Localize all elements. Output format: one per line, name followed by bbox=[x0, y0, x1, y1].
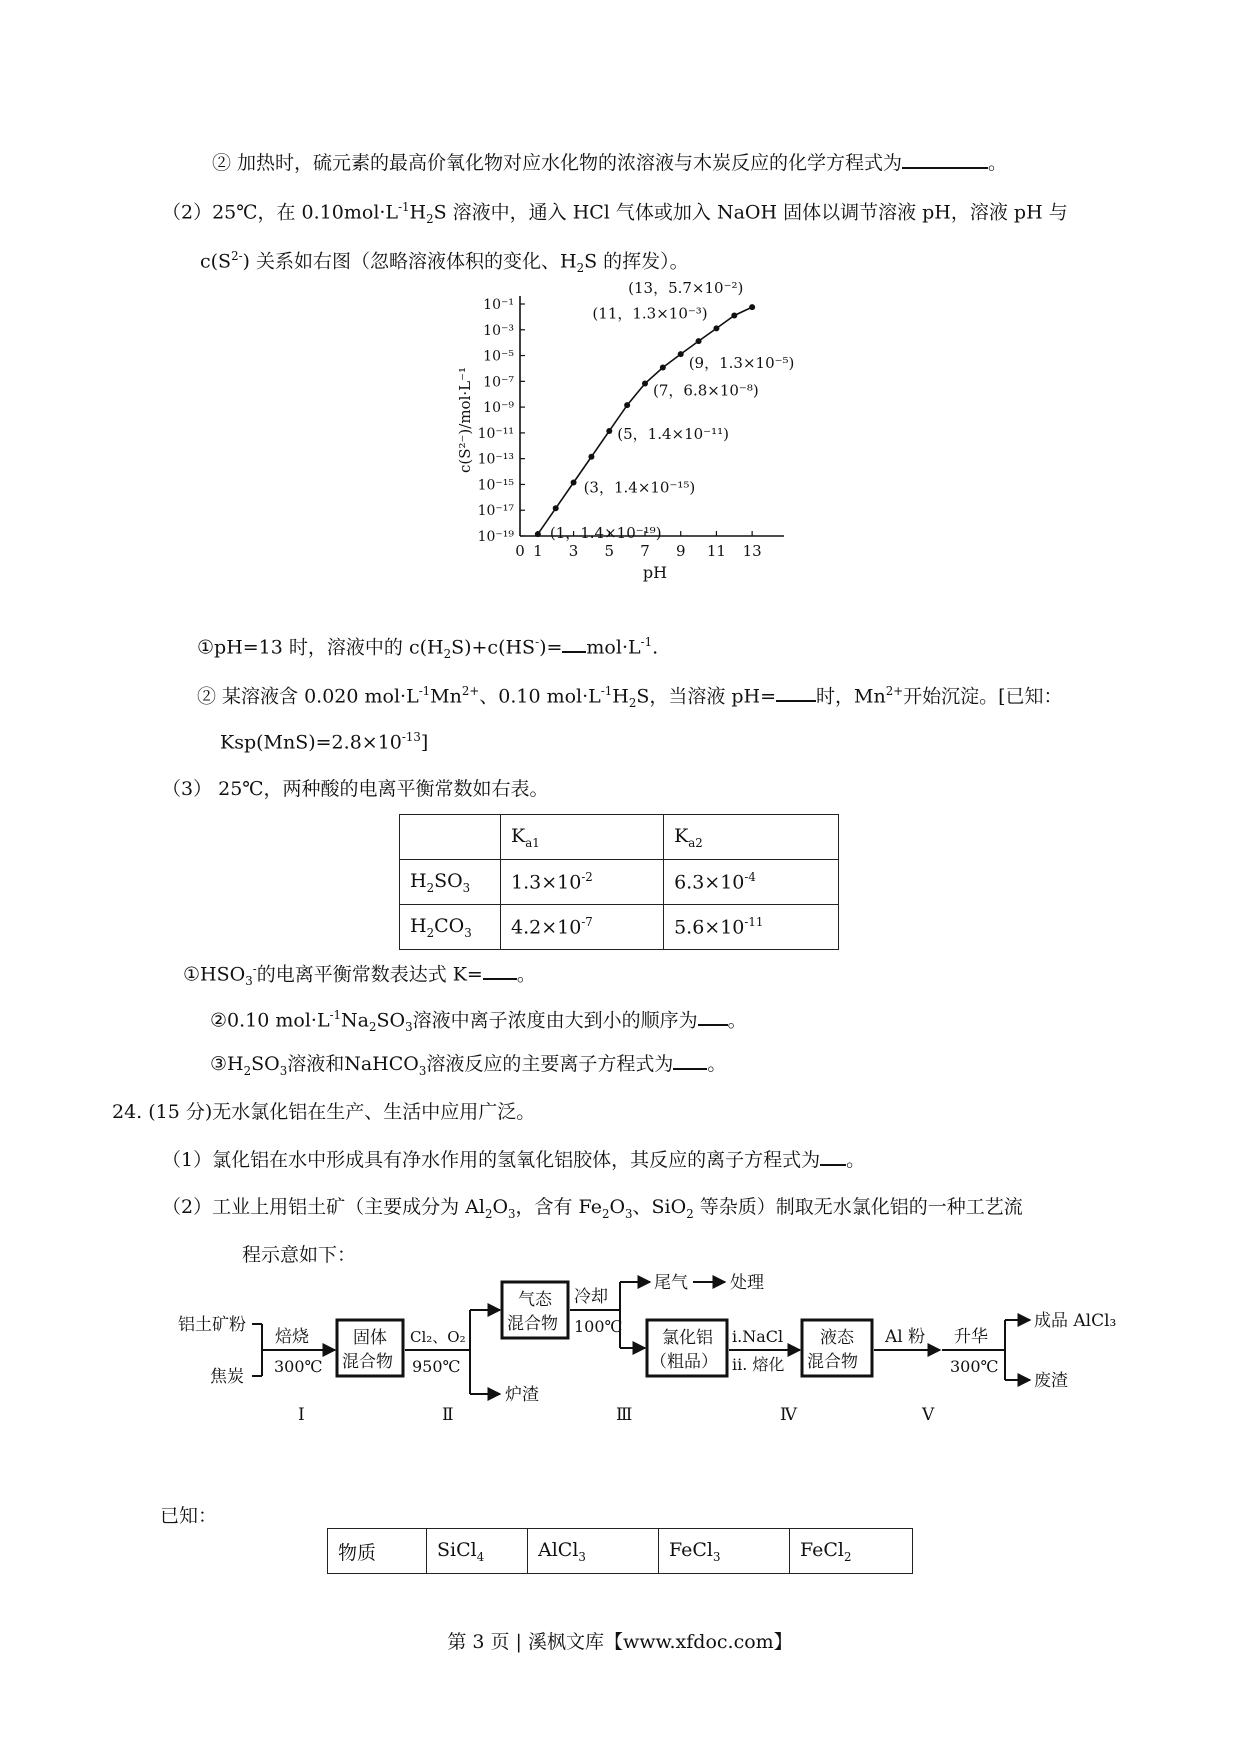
y-tick-label: 10⁻¹⁵ bbox=[477, 477, 514, 494]
x-axis-label: pH bbox=[642, 563, 668, 582]
x-tick-label: 0 bbox=[515, 542, 525, 560]
svg-text:950℃: 950℃ bbox=[412, 1357, 461, 1376]
svg-text:300℃: 300℃ bbox=[274, 1357, 323, 1376]
svg-text:混合物: 混合物 bbox=[807, 1352, 858, 1372]
chart-svg bbox=[450, 282, 890, 612]
y-axis-label: c(S²⁻)/mol·L⁻¹ bbox=[456, 366, 474, 474]
svg-text:Al 粉: Al 粉 bbox=[885, 1327, 926, 1347]
sulfide-ph-chart bbox=[450, 282, 890, 612]
data-point bbox=[696, 338, 702, 344]
flow-input-bauxite: 铝土矿粉 bbox=[178, 1315, 246, 1335]
y-tick-label: 10⁻⁵ bbox=[483, 348, 514, 365]
table-row bbox=[328, 1529, 913, 1574]
data-annotation: (3，1.4×10⁻¹⁵) bbox=[583, 478, 696, 497]
table-header: $K_{a2}$ bbox=[664, 815, 839, 860]
svg-text:300℃: 300℃ bbox=[950, 1357, 999, 1376]
question-24-title: 24. (15 分)无水氯化铝在生产、生活中应用广泛。 bbox=[112, 1101, 536, 1123]
x-tick-label: 1 bbox=[533, 542, 543, 560]
data-point bbox=[588, 454, 594, 460]
series-line bbox=[538, 307, 752, 534]
data-point bbox=[713, 325, 719, 331]
substance-table bbox=[327, 1528, 913, 1574]
svg-text:混合物: 混合物 bbox=[342, 1352, 393, 1372]
page-footer: 第 3 页 | 溪枫文库【www.xfdoc.com】 bbox=[447, 1631, 793, 1653]
data-point bbox=[535, 531, 541, 537]
data-point bbox=[606, 428, 612, 434]
svg-text:氯化铝: 氯化铝 bbox=[662, 1328, 713, 1348]
table-cell: 物质 bbox=[328, 1529, 427, 1574]
known-label: 已知： bbox=[160, 1505, 218, 1527]
table-row bbox=[400, 860, 839, 905]
ksp-line: $Ksp(MnS)=2.8\times 10^{-13}$] bbox=[220, 730, 429, 754]
y-tick-label: 10⁻⁹ bbox=[483, 400, 514, 417]
question-24-part-2-line-2: 程示意如下： bbox=[242, 1244, 357, 1266]
part-3-sub-3: $③H_2SO_3$溶液和NaHCO$_3$溶液反应的主要离子方程式为 。 bbox=[210, 1053, 727, 1078]
part-3-label: （3） 25℃，两种酸的电离平衡常数如右表。 bbox=[162, 778, 549, 800]
answer-blank[interactable] bbox=[483, 978, 517, 980]
flow-stage-3: Ⅲ bbox=[616, 1405, 633, 1425]
y-tick-label: 10⁻¹⁹ bbox=[477, 529, 514, 545]
table-row bbox=[400, 905, 839, 950]
x-tick-label: 3 bbox=[568, 542, 579, 560]
data-annotation: (7，6.8×10⁻⁸) bbox=[653, 381, 759, 400]
table-cell: $4.2\times 10^{-7}$ bbox=[501, 905, 664, 950]
x-tick-label: 13 bbox=[742, 542, 762, 560]
data-point bbox=[624, 402, 630, 408]
data-annotation: (1，1.4×10⁻¹⁹) bbox=[549, 524, 662, 543]
svg-text:混合物: 混合物 bbox=[507, 1314, 558, 1334]
ka-table bbox=[399, 814, 839, 950]
x-tick-label: 9 bbox=[675, 542, 686, 560]
answer-blank[interactable] bbox=[776, 700, 816, 702]
answer-blank[interactable] bbox=[673, 1068, 707, 1070]
table-cell: $H_2SO_3$ bbox=[400, 860, 501, 905]
svg-text:ii. 熔化: ii. 熔化 bbox=[732, 1355, 785, 1374]
svg-text:冷却: 冷却 bbox=[574, 1287, 608, 1307]
y-tick-label: 10⁻¹³ bbox=[477, 451, 514, 468]
svg-text:（粗品）: （粗品） bbox=[650, 1352, 718, 1372]
data-annotation: (13，5.7×10⁻²) bbox=[628, 282, 744, 298]
svg-text:升华: 升华 bbox=[954, 1327, 988, 1347]
part-3-sub-2: ②0.10 $mol\cdot L^{-1}Na_2SO_3$溶液中离子浓度由大到小的顺序为 。 bbox=[210, 1008, 747, 1035]
table-cell: SiCl$_4$ bbox=[427, 1529, 528, 1574]
sub-question-1: ①pH=13 时，溶液中的 $c(H_2S)+c(HS^-)= mol\cdot L^{-1}$. bbox=[197, 635, 659, 662]
data-annotation: (5，1.4×10⁻¹¹) bbox=[617, 424, 729, 443]
flow-slag: 炉渣 bbox=[505, 1385, 539, 1405]
svg-text:i.NaCl: i.NaCl bbox=[732, 1327, 784, 1346]
table-cell: $6.3\times 10^{-4}$ bbox=[664, 860, 839, 905]
y-tick-label: 10⁻¹⁷ bbox=[477, 503, 514, 520]
table-cell: $1.3\times 10^{-2}$ bbox=[501, 860, 664, 905]
answer-blank[interactable] bbox=[820, 1164, 846, 1166]
x-tick-label: 11 bbox=[706, 542, 726, 560]
data-point bbox=[660, 365, 666, 371]
data-point bbox=[553, 505, 559, 511]
answer-blank[interactable] bbox=[902, 167, 988, 169]
data-annotation: (11，1.3×10⁻³) bbox=[592, 304, 708, 323]
table-cell: $5.6\times 10^{-11}$ bbox=[664, 905, 839, 950]
answer-blank[interactable] bbox=[562, 651, 586, 653]
answer-blank[interactable] bbox=[698, 1024, 728, 1026]
data-point bbox=[642, 381, 648, 387]
table-cell: AlCl$_3$ bbox=[528, 1529, 659, 1574]
flow-tail-gas: 尾气 bbox=[654, 1273, 688, 1293]
svg-text:100℃: 100℃ bbox=[574, 1317, 623, 1336]
sub-question-2: ② 某溶液含 0.020 $mol\cdot L^{-1}Mn^{2+}$、0.10 $mol\cdot L^{-1}H_2S$，当溶液 pH= 时，$Mn^{2+}$开始沉淀。[已知： bbox=[197, 684, 1063, 711]
table-cell: FeCl$_2$ bbox=[790, 1529, 913, 1574]
data-point bbox=[731, 312, 737, 318]
data-point bbox=[678, 351, 684, 357]
data-point bbox=[749, 304, 755, 310]
flow-treatment: 处理 bbox=[730, 1273, 764, 1293]
question-24-part-1: （1）氯化铝在水中形成具有净水作用的氢氧化铝胶体，其反应的离子方程式为 。 bbox=[162, 1149, 866, 1171]
y-tick-label: 10⁻¹¹ bbox=[477, 425, 514, 442]
x-tick-label: 7 bbox=[640, 542, 650, 560]
flow-stage-2: Ⅱ bbox=[442, 1405, 454, 1425]
table-cell bbox=[400, 815, 501, 860]
data-point bbox=[571, 480, 577, 486]
svg-text:液态: 液态 bbox=[820, 1328, 854, 1348]
svg-text:气态: 气态 bbox=[518, 1290, 552, 1310]
flow-stage-4: Ⅳ bbox=[780, 1405, 797, 1425]
question-2-2: ② 加热时，硫元素的最高价氧化物对应水化物的浓溶液与木炭反应的化学方程式为 。 bbox=[212, 152, 1008, 174]
flow-stage-5: Ⅴ bbox=[922, 1405, 935, 1425]
table-cell: $H_2CO_3$ bbox=[400, 905, 501, 950]
flow-input-coke: 焦炭 bbox=[210, 1367, 244, 1387]
svg-text:焙烧: 焙烧 bbox=[275, 1327, 309, 1347]
y-tick-label: 10⁻¹ bbox=[483, 297, 514, 313]
data-annotation: (9，1.3×10⁻⁵) bbox=[688, 354, 795, 373]
table-row bbox=[400, 815, 839, 860]
flow-product: 成品 AlCl₃ bbox=[1034, 1311, 1117, 1331]
y-tick-label: 10⁻⁷ bbox=[483, 374, 514, 391]
part-2-line-2: $c(S^{2-})$ 关系如右图（忽略溶液体积的变化、$H_2S$ 的挥发）。 bbox=[200, 249, 689, 276]
part-2-line-1: （2）25℃，在 $0.10mol\cdot L^{-1}H_2S$ 溶液中，通入 HCl 气体或加入 NaOH 固体以调节溶液 pH，溶液 pH 与 bbox=[162, 200, 1068, 227]
svg-text:Cl₂、O₂: Cl₂、O₂ bbox=[410, 1328, 466, 1346]
part-3-sub-1: $①HSO_3^-$的电离平衡常数表达式 K= 。 bbox=[183, 962, 536, 989]
y-tick-label: 10⁻³ bbox=[483, 322, 514, 339]
flow-stage-1: Ⅰ bbox=[298, 1405, 305, 1425]
x-tick-label: 5 bbox=[604, 542, 615, 560]
svg-text:固体: 固体 bbox=[353, 1328, 387, 1348]
process-flow-diagram bbox=[170, 1272, 1170, 1432]
table-header: $K_{a1}$ bbox=[501, 815, 664, 860]
question-24-part-2: （2）工业上用铝土矿（主要成分为 $Al_2O_3$，含有 $Fe_2O_3$、SiO$_2$ 等杂质）制取无水氯化铝的一种工艺流 bbox=[162, 1196, 1023, 1221]
flow-waste: 废渣 bbox=[1034, 1371, 1068, 1391]
table-cell: FeCl$_3$ bbox=[659, 1529, 790, 1574]
